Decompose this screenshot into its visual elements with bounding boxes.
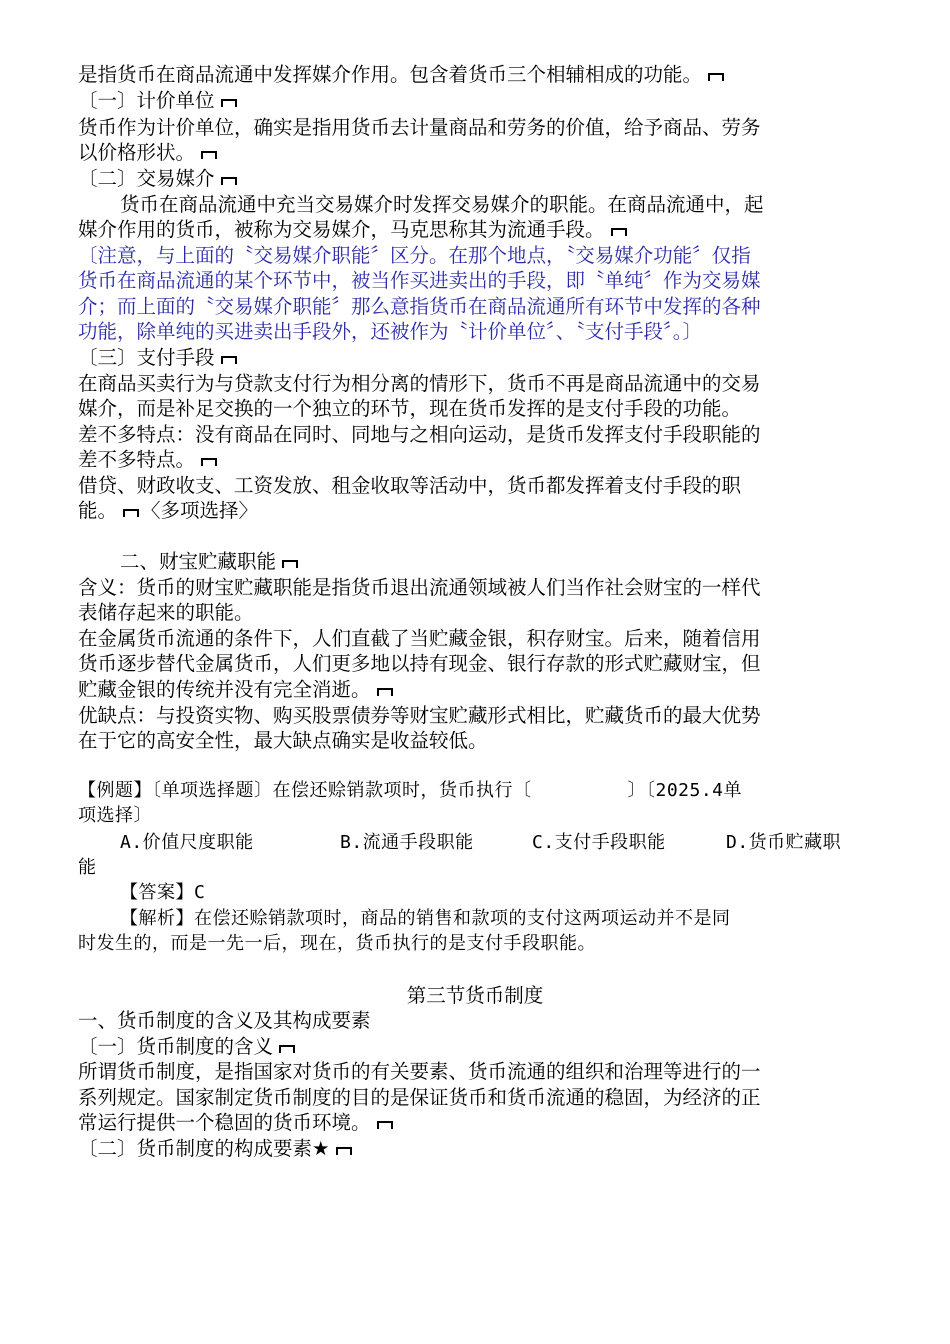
text-line [78, 498, 868, 523]
text-line [78, 677, 868, 702]
text-line [78, 651, 868, 676]
text-line [78, 728, 868, 753]
text-span: 项选择〕 [78, 805, 152, 826]
bracket-mark-icon [219, 96, 239, 108]
text-line [120, 192, 868, 217]
star-icon: ★ [312, 1137, 330, 1160]
text-span: 〔二〕交易媒介 [78, 167, 215, 190]
text-span: 差不多特点：没有商品在同时、同地与之相向运动，是货币发挥支付手段职能的 [78, 423, 761, 446]
text-span: 能。 [78, 499, 118, 522]
text-span: 【解析】在偿还赊销款项时，商品的销售和款项的支付这两项运动并不是同 [120, 908, 731, 929]
bracket-mark-icon [375, 1118, 395, 1130]
text-line [78, 1085, 868, 1110]
text-span: 媒介，而是补足交换的一个独立的环节，现在货币发挥的是支付手段的功能。 [78, 397, 742, 420]
text-span: 在商品买卖行为与贷款支付行为相分离的情形下，货币不再是商品流通中的交易 [78, 372, 761, 395]
text-span: 优缺点：与投资实物、购买股票债券等财宝贮藏形式相比，贮藏货币的最大优势 [78, 704, 761, 727]
text-line [78, 703, 868, 728]
note-line [78, 268, 868, 293]
text-span: 货币逐步替代金属货币，人们更多地以持有现金、银行存款的形式贮藏财宝，但 [78, 652, 761, 675]
note-line [78, 294, 868, 319]
text-span: 二、财宝贮藏职能 [120, 550, 277, 573]
text-span: 【例题】〔单项选择题〕在偿还赊销款项时，货币执行〔 [78, 780, 532, 801]
example-question-line [78, 778, 868, 803]
section-heading [78, 1008, 868, 1033]
subheading-payment-means [78, 345, 868, 370]
answer-line [120, 880, 868, 905]
text-span: 在金属货币流通的条件下，人们直截了当贮藏金银，积存财宝。后来，随着信用 [78, 627, 761, 650]
section-heading-treasure [120, 549, 868, 574]
text-line [78, 371, 868, 396]
text-span: 媒介作用的货币，被称为交易媒介，马克思称其为流通手段。 [78, 218, 605, 241]
text-span: 〔三〕支付手段 [78, 346, 215, 369]
text-line [78, 62, 868, 87]
text-span: 〈多项选择〉 [141, 499, 259, 522]
subheading-pricing-unit [78, 88, 868, 113]
text-line [78, 473, 868, 498]
option-b: B.流通手段职能 [340, 832, 474, 853]
subheading-definition [78, 1034, 868, 1059]
text-line [78, 855, 868, 880]
option-a: A.价值尺度职能 [120, 832, 254, 853]
text-span: 〔二〕货币制度的构成要素 [78, 1137, 313, 1160]
text-line [78, 217, 868, 242]
text-span: 贮藏金银的传统并没有完全消逝。 [78, 678, 371, 701]
bracket-mark-icon [219, 353, 239, 365]
bracket-mark-icon [199, 148, 219, 160]
bracket-mark-icon [280, 557, 300, 569]
text-span: 所谓货币制度，是指国家对货币的有关要素、货币流通的组织和治理等进行的一 [78, 1060, 761, 1083]
text-span: 含义：货币的财宝贮藏职能是指货币退出流通领域被人们当作社会财宝的一样代 [78, 576, 761, 599]
text-span: 【答案】C [120, 882, 206, 903]
options-line [78, 830, 868, 855]
text-line [78, 931, 868, 956]
text-span: 货币作为计价单位，确实是指用货币去计量商品和劳务的价值，给予商品、劳务 [78, 116, 761, 139]
text-span: 第三节货币制度 [406, 984, 544, 1007]
text-span: 在于它的高安全性，最大缺点确实是收益较低。 [78, 729, 488, 752]
note-line [78, 243, 868, 268]
text-line [78, 422, 868, 447]
text-span: 〔一〕计价单位 [78, 89, 215, 112]
text-span: 系列规定。国家制定货币制度的目的是保证货币和货币流通的稳固，为经济的正 [78, 1086, 761, 1109]
bracket-mark-icon [334, 1144, 354, 1156]
text-span: 〔注意，与上面的〝交易媒介职能〞区分。在那个地点，〝交易媒介功能〞仅指 [78, 244, 751, 267]
subheading-elements [78, 1136, 868, 1161]
bracket-mark-icon [609, 225, 629, 237]
text-span: 一、货币制度的含义及其构成要素 [78, 1009, 371, 1032]
text-span: 是指货币在商品流通中发挥媒介作用。包含着货币三个相辅相成的功能。 [78, 63, 703, 86]
text-span: 表储存起来的职能。 [78, 601, 254, 624]
text-line [78, 396, 868, 421]
section-title [0, 983, 950, 1008]
text-line [78, 1110, 868, 1135]
text-span: 借贷、财政收支、工资发放、租金收取等活动中，货币都发挥着支付手段的职 [78, 474, 742, 497]
bracket-mark-icon [121, 506, 141, 518]
subheading-exchange-medium [78, 166, 868, 191]
analysis-line [120, 906, 868, 931]
text-span: 〕〔2025.4单 [627, 780, 743, 801]
text-span: 货币在商品流通中充当交易媒介时发挥交易媒介的职能。在商品流通中，起 [120, 193, 764, 216]
text-span: 介；而上面的〝交易媒介职能〞那么意指货币在商品流通所有环节中发挥的各种 [78, 295, 761, 318]
note-line [78, 319, 868, 344]
text-line [78, 1059, 868, 1084]
text-line [78, 626, 868, 651]
text-span: 〔一〕货币制度的含义 [78, 1035, 274, 1058]
text-line [78, 447, 868, 472]
bracket-mark-icon [375, 685, 395, 697]
text-line [78, 115, 868, 140]
text-span: 功能，除单纯的买进卖出手段外，还被作为〝计价单位〞、〝支付手段〞。〕 [78, 320, 703, 343]
bracket-mark-icon [706, 70, 726, 82]
text-line [78, 575, 868, 600]
text-span: 时发生的，而是一先一后，现在，货币执行的是支付手段职能。 [78, 933, 596, 954]
text-span: 常运行提供一个稳固的货币环境。 [78, 1111, 371, 1134]
text-span: 能 [78, 857, 97, 878]
bracket-mark-icon [219, 174, 239, 186]
bracket-mark-icon [199, 455, 219, 467]
text-span: 差不多特点。 [78, 448, 196, 471]
bracket-mark-icon [277, 1042, 297, 1054]
text-line [78, 140, 868, 165]
text-line [78, 803, 868, 828]
text-span: 以价格形状。 [78, 141, 196, 164]
option-d: D.货币贮藏职 [726, 832, 842, 853]
option-c: C.支付手段职能 [532, 832, 666, 853]
text-line [78, 600, 868, 625]
text-span: 货币在商品流通的某个环节中，被当作买进卖出的手段，即〝单纯〞作为交易媒 [78, 269, 761, 292]
